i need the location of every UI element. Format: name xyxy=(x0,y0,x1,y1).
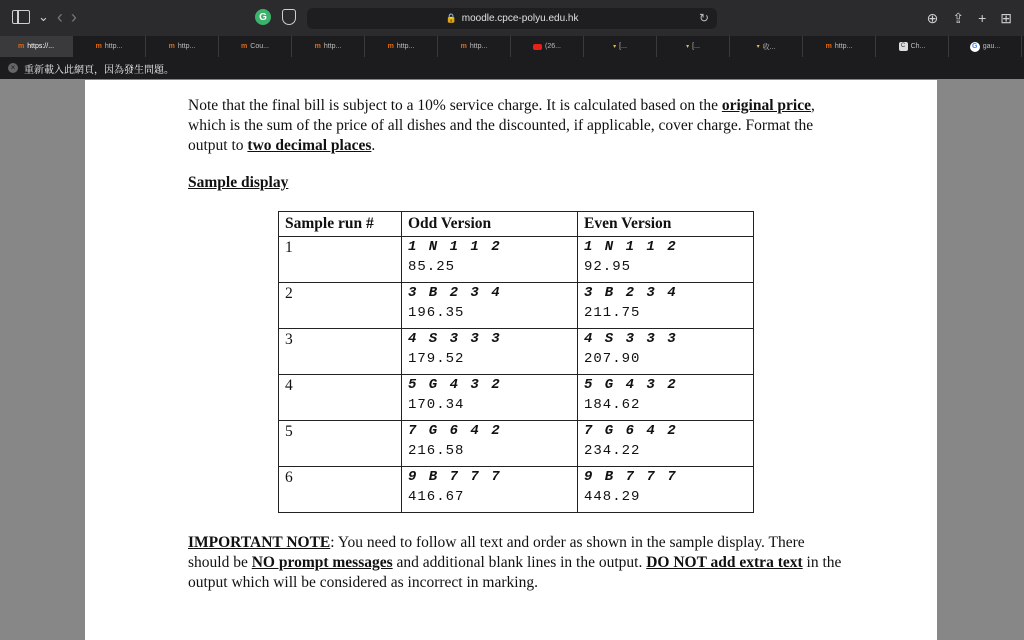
document-content xyxy=(188,96,848,591)
odd-cell: 5 G 4 3 2 170.34 xyxy=(402,375,578,421)
shield-icon[interactable] xyxy=(282,9,296,25)
tab[interactable]: m http... xyxy=(365,36,438,57)
tab[interactable]: C Ch... xyxy=(876,36,949,57)
share-icon[interactable]: ⇪ xyxy=(952,10,965,26)
tab[interactable]: m http... xyxy=(803,36,876,57)
site-icon: ▾ xyxy=(756,44,760,50)
moodle-icon: m xyxy=(241,43,248,50)
odd-cell: 3 B 2 3 4 196.35 xyxy=(402,283,578,329)
moodle-icon: m xyxy=(460,43,467,50)
banner-text: 重新載入此網頁，因為發生問題。 xyxy=(24,64,174,76)
chevron-down-icon[interactable]: ⌄ xyxy=(38,9,49,24)
even-cell: 5 G 4 3 2 184.62 xyxy=(578,375,754,421)
important-note-label: IMPORTANT NOTE xyxy=(188,534,331,551)
google-icon: G xyxy=(970,42,980,52)
odd-cell: 9 B 7 7 7 416.67 xyxy=(402,467,578,513)
table-row xyxy=(279,237,754,283)
moodle-icon: m xyxy=(314,43,321,50)
table-row xyxy=(279,329,754,375)
tab[interactable]: m http... xyxy=(73,36,146,57)
table-row xyxy=(279,375,754,421)
run-number: 2 xyxy=(279,283,402,329)
site-icon: ▾ xyxy=(686,44,690,50)
even-cell: 1 N 1 1 2 92.95 xyxy=(578,237,754,283)
original-price-emphasis: original price xyxy=(721,97,811,114)
tab[interactable]: ▾ [... xyxy=(657,36,730,57)
tab[interactable]: ▾ 收... xyxy=(730,36,803,57)
odd-cell: 4 S 3 3 3 179.52 xyxy=(402,329,578,375)
tab[interactable]: m http... xyxy=(146,36,219,57)
tab[interactable]: m https://... xyxy=(0,36,73,57)
reload-icon[interactable]: ↻ xyxy=(698,11,709,25)
tab[interactable]: m http... xyxy=(438,36,511,57)
tab[interactable]: (26... xyxy=(511,36,584,57)
important-note: IMPORTANT NOTE: You need to follow all text and order as shown in the sample display. There should be NO prompt messages and additional blank lines in the output. DO NOT add extra text in the output which will be considered as incorrect in marking. xyxy=(188,534,842,591)
moodle-icon: m xyxy=(387,43,394,50)
moodle-icon: m xyxy=(168,43,175,50)
even-cell: 7 G 6 4 2 234.22 xyxy=(578,421,754,467)
column-header: Odd Version xyxy=(402,212,578,237)
table-row xyxy=(279,421,754,467)
close-icon[interactable]: × xyxy=(8,63,18,73)
youtube-icon xyxy=(533,44,542,50)
no-prompt-emphasis: NO prompt messages xyxy=(251,554,393,571)
intro-paragraph: Note that the final bill is subject to a 10% service charge. It is calculated based on the original price, which is the sum of the price of all dishes and the discounted, if applicable, cover charge. Format the output to two decimal places. xyxy=(188,97,815,154)
download-icon[interactable]: ⊕ xyxy=(926,10,939,26)
column-header: Sample run # xyxy=(279,212,402,237)
forward-icon[interactable]: › xyxy=(70,7,77,27)
reload-banner xyxy=(0,57,1024,79)
back-icon[interactable]: ‹ xyxy=(56,7,63,27)
new-tab-icon[interactable]: + xyxy=(978,10,987,26)
column-header: Even Version xyxy=(578,212,754,237)
run-number: 4 xyxy=(279,375,402,421)
document-page xyxy=(85,80,937,640)
section-heading: Sample display xyxy=(188,174,289,191)
tab-strip xyxy=(0,36,1024,57)
table-header-row xyxy=(279,212,754,237)
even-cell: 9 B 7 7 7 448.29 xyxy=(578,467,754,513)
run-number: 5 xyxy=(279,421,402,467)
two-decimal-emphasis: two decimal places xyxy=(247,137,372,154)
table-row xyxy=(279,467,754,513)
even-cell: 3 B 2 3 4 211.75 xyxy=(578,283,754,329)
do-not-add-emphasis: DO NOT add extra text xyxy=(646,554,803,571)
table-row xyxy=(279,283,754,329)
site-icon: ▾ xyxy=(613,44,617,50)
moodle-icon: m xyxy=(825,43,832,50)
sample-table xyxy=(278,211,754,513)
moodle-icon: m xyxy=(95,43,102,50)
tab-overview-icon[interactable]: ⊞ xyxy=(1000,10,1012,26)
c-icon: C xyxy=(899,42,908,51)
url-text: moodle.cpce-polyu.edu.hk xyxy=(461,13,579,24)
address-bar[interactable] xyxy=(307,8,717,29)
lock-icon: 🔒 xyxy=(445,13,457,23)
odd-cell: 7 G 6 4 2 216.58 xyxy=(402,421,578,467)
moodle-icon: m xyxy=(17,43,25,50)
sidebar-toggle-icon[interactable] xyxy=(12,10,30,24)
run-number: 3 xyxy=(279,329,402,375)
extension-green-icon[interactable]: G xyxy=(255,9,271,25)
tab[interactable]: m http... xyxy=(292,36,365,57)
tab[interactable]: G gau... xyxy=(949,36,1022,57)
run-number: 6 xyxy=(279,467,402,513)
browser-toolbar xyxy=(0,0,1024,36)
run-number: 1 xyxy=(279,237,402,283)
odd-cell: 1 N 1 1 2 85.25 xyxy=(402,237,578,283)
tab[interactable]: ▾ [... xyxy=(584,36,657,57)
tab[interactable]: m Cou... xyxy=(219,36,292,57)
even-cell: 4 S 3 3 3 207.90 xyxy=(578,329,754,375)
